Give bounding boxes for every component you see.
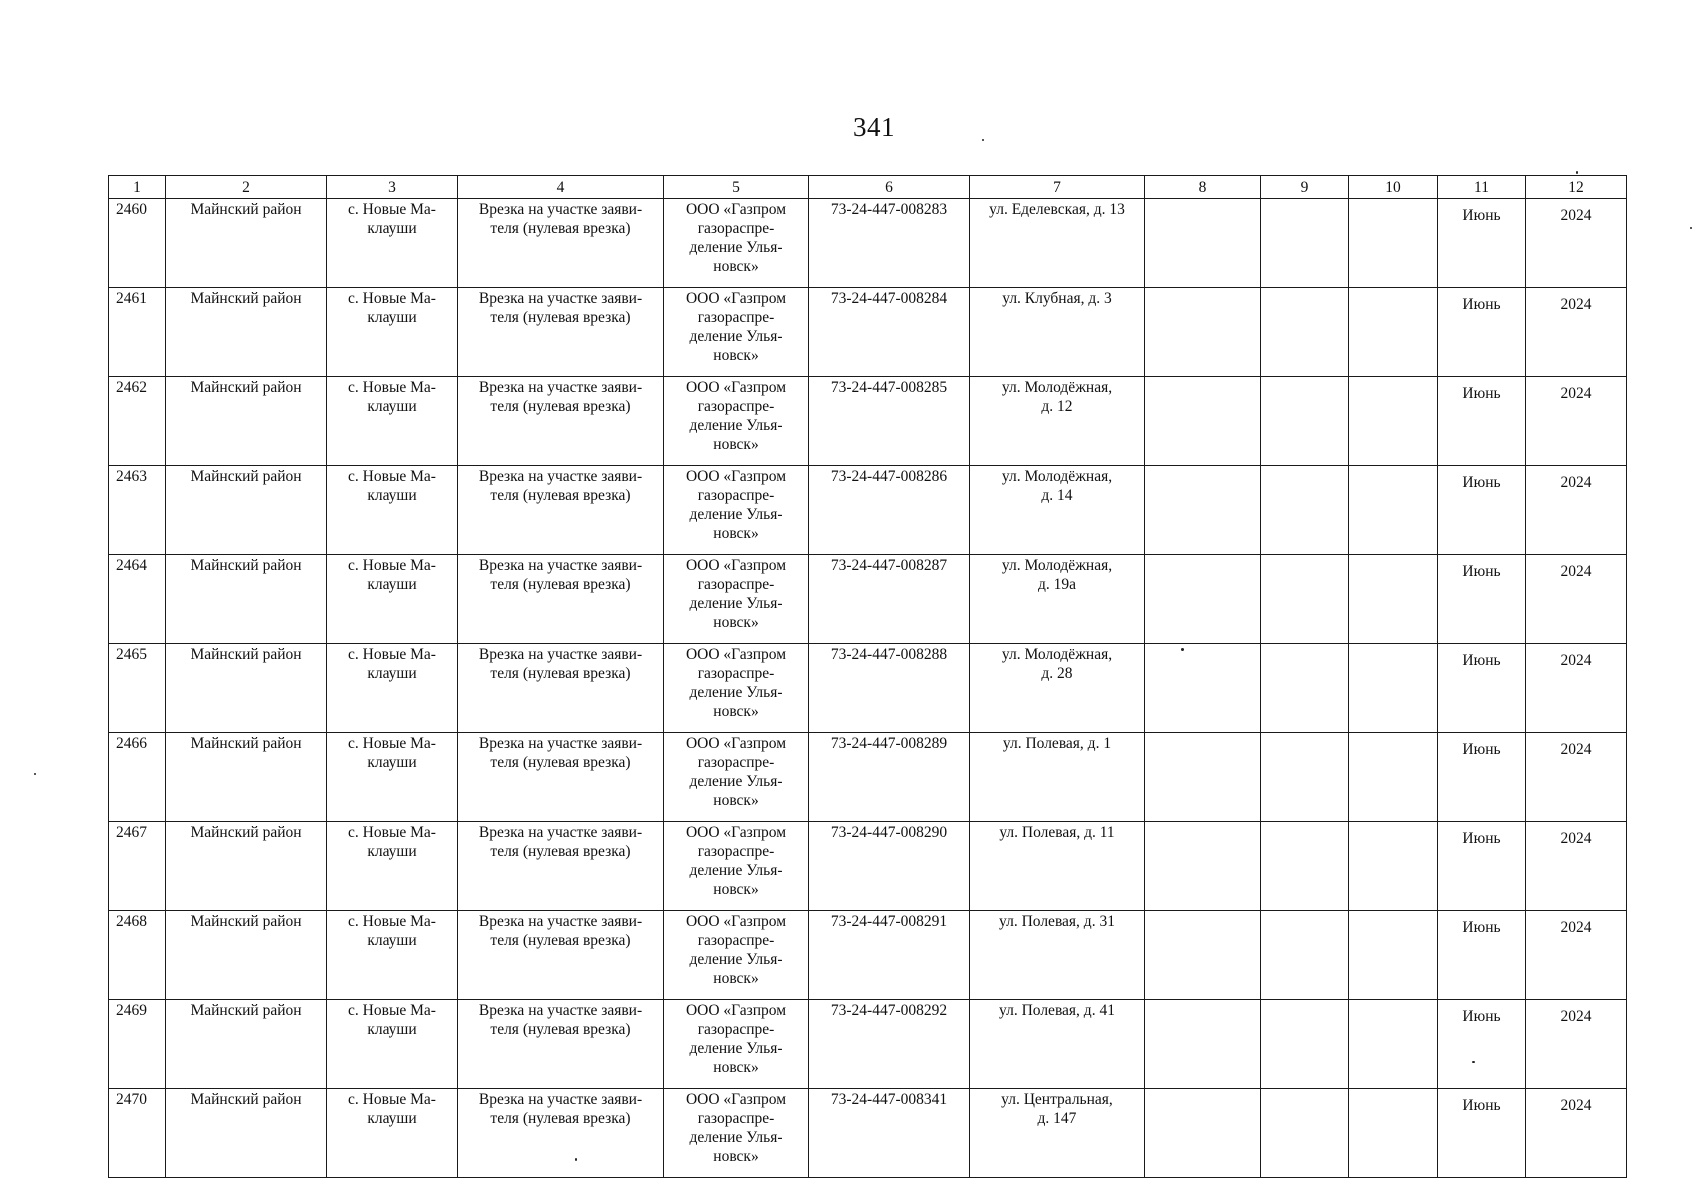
address-cell [970,822,1145,911]
col9-cell [1261,199,1349,288]
district-cell [166,911,327,1000]
scan-speck [34,773,36,775]
work-type-text: Врезка на участке заяви- теля (нулевая врезка) [478,646,643,682]
address-text: ул. Полевая, д. 41 [999,1002,1115,1019]
object-code-text: 73-24-447-008287 [830,557,948,574]
col10-cell [1349,1089,1438,1178]
organization-cell [664,288,809,377]
work-type-text: Врезка на участке заяви- теля (нулевая врезка) [478,468,643,504]
settlement-cell [327,466,458,555]
address-text: ул. Молодёжная, д. 19а [1001,557,1113,593]
col9-cell [1261,1000,1349,1089]
district-cell [166,1000,327,1089]
table-row [109,466,1627,555]
district-cell [166,199,327,288]
month-text: Июнь [1462,563,1501,580]
col8-cell [1145,911,1261,1000]
district-cell [166,644,327,733]
organization-cell [664,377,809,466]
row-number-cell [109,1000,166,1089]
address-cell [970,911,1145,1000]
address-cell [970,555,1145,644]
scan-speck [982,139,984,141]
settlement-cell [327,911,458,1000]
organization-cell [664,822,809,911]
object-code-cell [809,822,970,911]
object-code-text: 73-24-447-008286 [830,468,948,485]
col10-cell [1349,822,1438,911]
header-row [109,176,1627,199]
work-type-text: Врезка на участке заяви- теля (нулевая врезка) [478,379,643,415]
table-row [109,1000,1627,1089]
object-code-cell [809,1000,970,1089]
column-header: 4 [458,176,664,199]
district-text: Майнский район [190,468,302,485]
row-number-text: 2464 [116,557,147,574]
year-cell [1526,733,1627,822]
row-number-cell [109,199,166,288]
col10-cell [1349,1000,1438,1089]
column-header: 12 [1526,176,1627,199]
col8-cell [1145,288,1261,377]
row-number-cell [109,555,166,644]
organization-text: ООО «Газпром газораспре- деление Улья- новск» [685,646,787,720]
work-type-cell [458,733,664,822]
work-type-text: Врезка на участке заяви- теля (нулевая врезка) [478,824,643,860]
settlement-text: с. Новые Ма- клауши [348,290,436,326]
district-cell [166,288,327,377]
work-type-cell [458,199,664,288]
row-number-cell [109,733,166,822]
object-code-text: 73-24-447-008290 [830,824,948,841]
address-text: ул. Молодёжная, д. 12 [1001,379,1113,415]
col8-cell [1145,733,1261,822]
work-type-cell [458,466,664,555]
organization-text: ООО «Газпром газораспре- деление Улья- новск» [685,1002,787,1076]
settlement-text: с. Новые Ма- клауши [348,646,436,682]
scan-speck [1690,227,1692,229]
row-number-text: 2462 [116,379,147,396]
month-text: Июнь [1462,385,1501,402]
year-text: 2024 [1560,1008,1592,1025]
work-type-cell [458,911,664,1000]
object-code-cell [809,733,970,822]
work-type-cell [458,555,664,644]
organization-text: ООО «Газпром газораспре- деление Улья- новск» [685,290,787,364]
col9-cell [1261,466,1349,555]
col8-cell [1145,199,1261,288]
row-number-text: 2468 [116,913,147,930]
year-text: 2024 [1560,385,1592,402]
register-table [108,175,1627,1178]
col10-cell [1349,644,1438,733]
col10-cell [1349,199,1438,288]
work-type-text: Врезка на участке заяви- теля (нулевая врезка) [478,1002,643,1038]
work-type-text: Врезка на участке заяви- теля (нулевая врезка) [478,735,643,771]
address-text: ул. Молодёжная, д. 28 [1001,646,1113,682]
district-text: Майнский район [190,290,302,307]
column-header: 5 [664,176,809,199]
row-number-cell [109,911,166,1000]
col10-cell [1349,555,1438,644]
table-row [109,377,1627,466]
district-text: Майнский район [190,1091,302,1108]
col9-cell [1261,911,1349,1000]
scan-speck [1181,648,1184,651]
col8-cell [1145,644,1261,733]
object-code-cell [809,644,970,733]
year-cell [1526,288,1627,377]
district-text: Майнский район [190,557,302,574]
work-type-text: Врезка на участке заяви- теля (нулевая врезка) [478,290,643,326]
district-text: Майнский район [190,824,302,841]
address-cell [970,1089,1145,1178]
col9-cell [1261,733,1349,822]
work-type-text: Врезка на участке заяви- теля (нулевая врезка) [478,201,643,237]
month-cell [1438,733,1526,822]
district-cell [166,466,327,555]
work-type-cell [458,288,664,377]
organization-text: ООО «Газпром газораспре- деление Улья- новск» [685,824,787,898]
settlement-cell [327,1089,458,1178]
col8-cell [1145,1000,1261,1089]
settlement-text: с. Новые Ма- клауши [348,913,436,949]
col8-cell [1145,377,1261,466]
year-text: 2024 [1560,207,1592,224]
month-text: Июнь [1462,207,1501,224]
organization-text: ООО «Газпром газораспре- деление Улья- новск» [685,735,787,809]
month-text: Июнь [1462,1097,1501,1114]
col10-cell [1349,911,1438,1000]
year-cell [1526,199,1627,288]
object-code-text: 73-24-447-008291 [830,913,948,930]
column-header: 10 [1349,176,1438,199]
organization-cell [664,1089,809,1178]
row-number-text: 2470 [116,1091,147,1108]
col9-cell [1261,1089,1349,1178]
table-row [109,288,1627,377]
settlement-text: с. Новые Ма- клауши [348,557,436,593]
col8-cell [1145,1089,1261,1178]
organization-cell [664,911,809,1000]
settlement-text: с. Новые Ма- клауши [348,1091,436,1127]
address-text: ул. Центральная, д. 147 [1001,1091,1113,1127]
col9-cell [1261,377,1349,466]
month-text: Июнь [1462,919,1501,936]
column-header: 7 [970,176,1145,199]
month-cell [1438,199,1526,288]
address-text: ул. Клубная, д. 3 [1002,290,1112,307]
address-text: ул. Полевая, д. 31 [999,913,1115,930]
month-cell [1438,1000,1526,1089]
table-row [109,555,1627,644]
month-text: Июнь [1462,830,1501,847]
table-row [109,1089,1627,1178]
settlement-cell [327,1000,458,1089]
organization-text: ООО «Газпром газораспре- деление Улья- новск» [685,201,787,275]
object-code-text: 73-24-447-008292 [830,1002,948,1019]
district-text: Майнский район [190,735,302,752]
district-cell [166,1089,327,1178]
organization-cell [664,199,809,288]
year-text: 2024 [1560,296,1592,313]
col9-cell [1261,822,1349,911]
year-cell [1526,1089,1627,1178]
month-cell [1438,1089,1526,1178]
month-cell [1438,466,1526,555]
page-number: 341 [853,112,895,142]
object-code-text: 73-24-447-008283 [830,201,948,218]
settlement-text: с. Новые Ма- клауши [348,735,436,771]
district-text: Майнский район [190,913,302,930]
row-number-cell [109,377,166,466]
work-type-cell [458,377,664,466]
organization-text: ООО «Газпром газораспре- деление Улья- новск» [685,913,787,987]
settlement-text: с. Новые Ма- клауши [348,201,436,237]
organization-cell [664,466,809,555]
settlement-cell [327,822,458,911]
month-text: Июнь [1462,474,1501,491]
object-code-cell [809,377,970,466]
row-number-text: 2465 [116,646,147,663]
col10-cell [1349,288,1438,377]
address-text: ул. Полевая, д. 1 [1002,735,1112,752]
month-text: Июнь [1462,1008,1501,1025]
work-type-cell [458,644,664,733]
column-header: 9 [1261,176,1349,199]
row-number-cell [109,1089,166,1178]
month-cell [1438,288,1526,377]
year-text: 2024 [1560,474,1592,491]
year-text: 2024 [1560,563,1592,580]
settlement-text: с. Новые Ма- клауши [348,824,436,860]
year-cell [1526,911,1627,1000]
work-type-text: Врезка на участке заяви- теля (нулевая врезка) [478,1091,643,1127]
district-text: Майнский район [190,201,302,218]
settlement-text: с. Новые Ма- клауши [348,379,436,415]
object-code-cell [809,555,970,644]
object-code-cell [809,1089,970,1178]
district-cell [166,733,327,822]
object-code-text: 73-24-447-008288 [830,646,948,663]
year-cell [1526,377,1627,466]
address-cell [970,288,1145,377]
object-code-text: 73-24-447-008285 [830,379,948,396]
scan-speck [1472,1061,1475,1063]
month-text: Июнь [1462,741,1501,758]
year-cell [1526,1000,1627,1089]
column-header: 8 [1145,176,1261,199]
month-text: Июнь [1462,652,1501,669]
table-row [109,733,1627,822]
organization-text: ООО «Газпром газораспре- деление Улья- новск» [685,468,787,542]
address-text: ул. Молодёжная, д. 14 [1001,468,1113,504]
row-number-text: 2463 [116,468,147,485]
organization-text: ООО «Газпром газораспре- деление Улья- новск» [685,1091,787,1165]
object-code-text: 73-24-447-008289 [830,735,948,752]
work-type-cell [458,1000,664,1089]
row-number-cell [109,288,166,377]
district-cell [166,822,327,911]
object-code-text: 73-24-447-008284 [830,290,948,307]
col10-cell [1349,377,1438,466]
work-type-cell [458,1089,664,1178]
organization-cell [664,733,809,822]
table-row [109,199,1627,288]
row-number-text: 2469 [116,1002,147,1019]
row-number-text: 2467 [116,824,147,841]
organization-text: ООО «Газпром газораспре- деление Улья- новск» [685,379,787,453]
settlement-cell [327,644,458,733]
settlement-cell [327,377,458,466]
col9-cell [1261,288,1349,377]
address-cell [970,466,1145,555]
address-cell [970,199,1145,288]
object-code-cell [809,288,970,377]
address-cell [970,377,1145,466]
year-cell [1526,822,1627,911]
year-text: 2024 [1560,652,1592,669]
object-code-cell [809,911,970,1000]
object-code-cell [809,199,970,288]
district-text: Майнский район [190,1002,302,1019]
table-row [109,911,1627,1000]
organization-text: ООО «Газпром газораспре- деление Улья- новск» [685,557,787,631]
year-text: 2024 [1560,741,1592,758]
year-cell [1526,644,1627,733]
row-number-cell [109,466,166,555]
district-cell [166,555,327,644]
month-cell [1438,377,1526,466]
year-cell [1526,466,1627,555]
settlement-cell [327,199,458,288]
month-text: Июнь [1462,296,1501,313]
row-number-cell [109,822,166,911]
organization-cell [664,555,809,644]
col9-cell [1261,555,1349,644]
column-header: 1 [109,176,166,199]
month-cell [1438,555,1526,644]
month-cell [1438,644,1526,733]
col9-cell [1261,644,1349,733]
organization-cell [664,1000,809,1089]
col10-cell [1349,466,1438,555]
year-text: 2024 [1560,1097,1592,1114]
object-code-cell [809,466,970,555]
address-text: ул. Полевая, д. 11 [999,824,1115,841]
row-number-cell [109,644,166,733]
row-number-text: 2466 [116,735,147,752]
column-header: 6 [809,176,970,199]
address-text: ул. Еделевская, д. 13 [989,201,1125,218]
month-cell [1438,911,1526,1000]
settlement-text: с. Новые Ма- клауши [348,468,436,504]
scan-speck [575,1158,577,1161]
table-row [109,644,1627,733]
row-number-text: 2460 [116,201,147,218]
district-cell [166,377,327,466]
col10-cell [1349,733,1438,822]
organization-cell [664,644,809,733]
col8-cell [1145,466,1261,555]
settlement-text: с. Новые Ма- клауши [348,1002,436,1038]
settlement-cell [327,733,458,822]
month-cell [1438,822,1526,911]
col8-cell [1145,822,1261,911]
settlement-cell [327,555,458,644]
district-text: Майнский район [190,646,302,663]
year-text: 2024 [1560,830,1592,847]
table-body [109,199,1627,1178]
col8-cell [1145,555,1261,644]
settlement-cell [327,288,458,377]
work-type-text: Врезка на участке заяви- теля (нулевая врезка) [478,913,643,949]
column-header: 3 [327,176,458,199]
work-type-text: Врезка на участке заяви- теля (нулевая врезка) [478,557,643,593]
scan-speck [1576,171,1578,174]
column-header: 2 [166,176,327,199]
work-type-cell [458,822,664,911]
table-row [109,822,1627,911]
address-cell [970,733,1145,822]
column-header: 11 [1438,176,1526,199]
address-cell [970,644,1145,733]
year-text: 2024 [1560,919,1592,936]
district-text: Майнский район [190,379,302,396]
address-cell [970,1000,1145,1089]
object-code-text: 73-24-447-008341 [830,1091,948,1108]
year-cell [1526,555,1627,644]
row-number-text: 2461 [116,290,147,307]
